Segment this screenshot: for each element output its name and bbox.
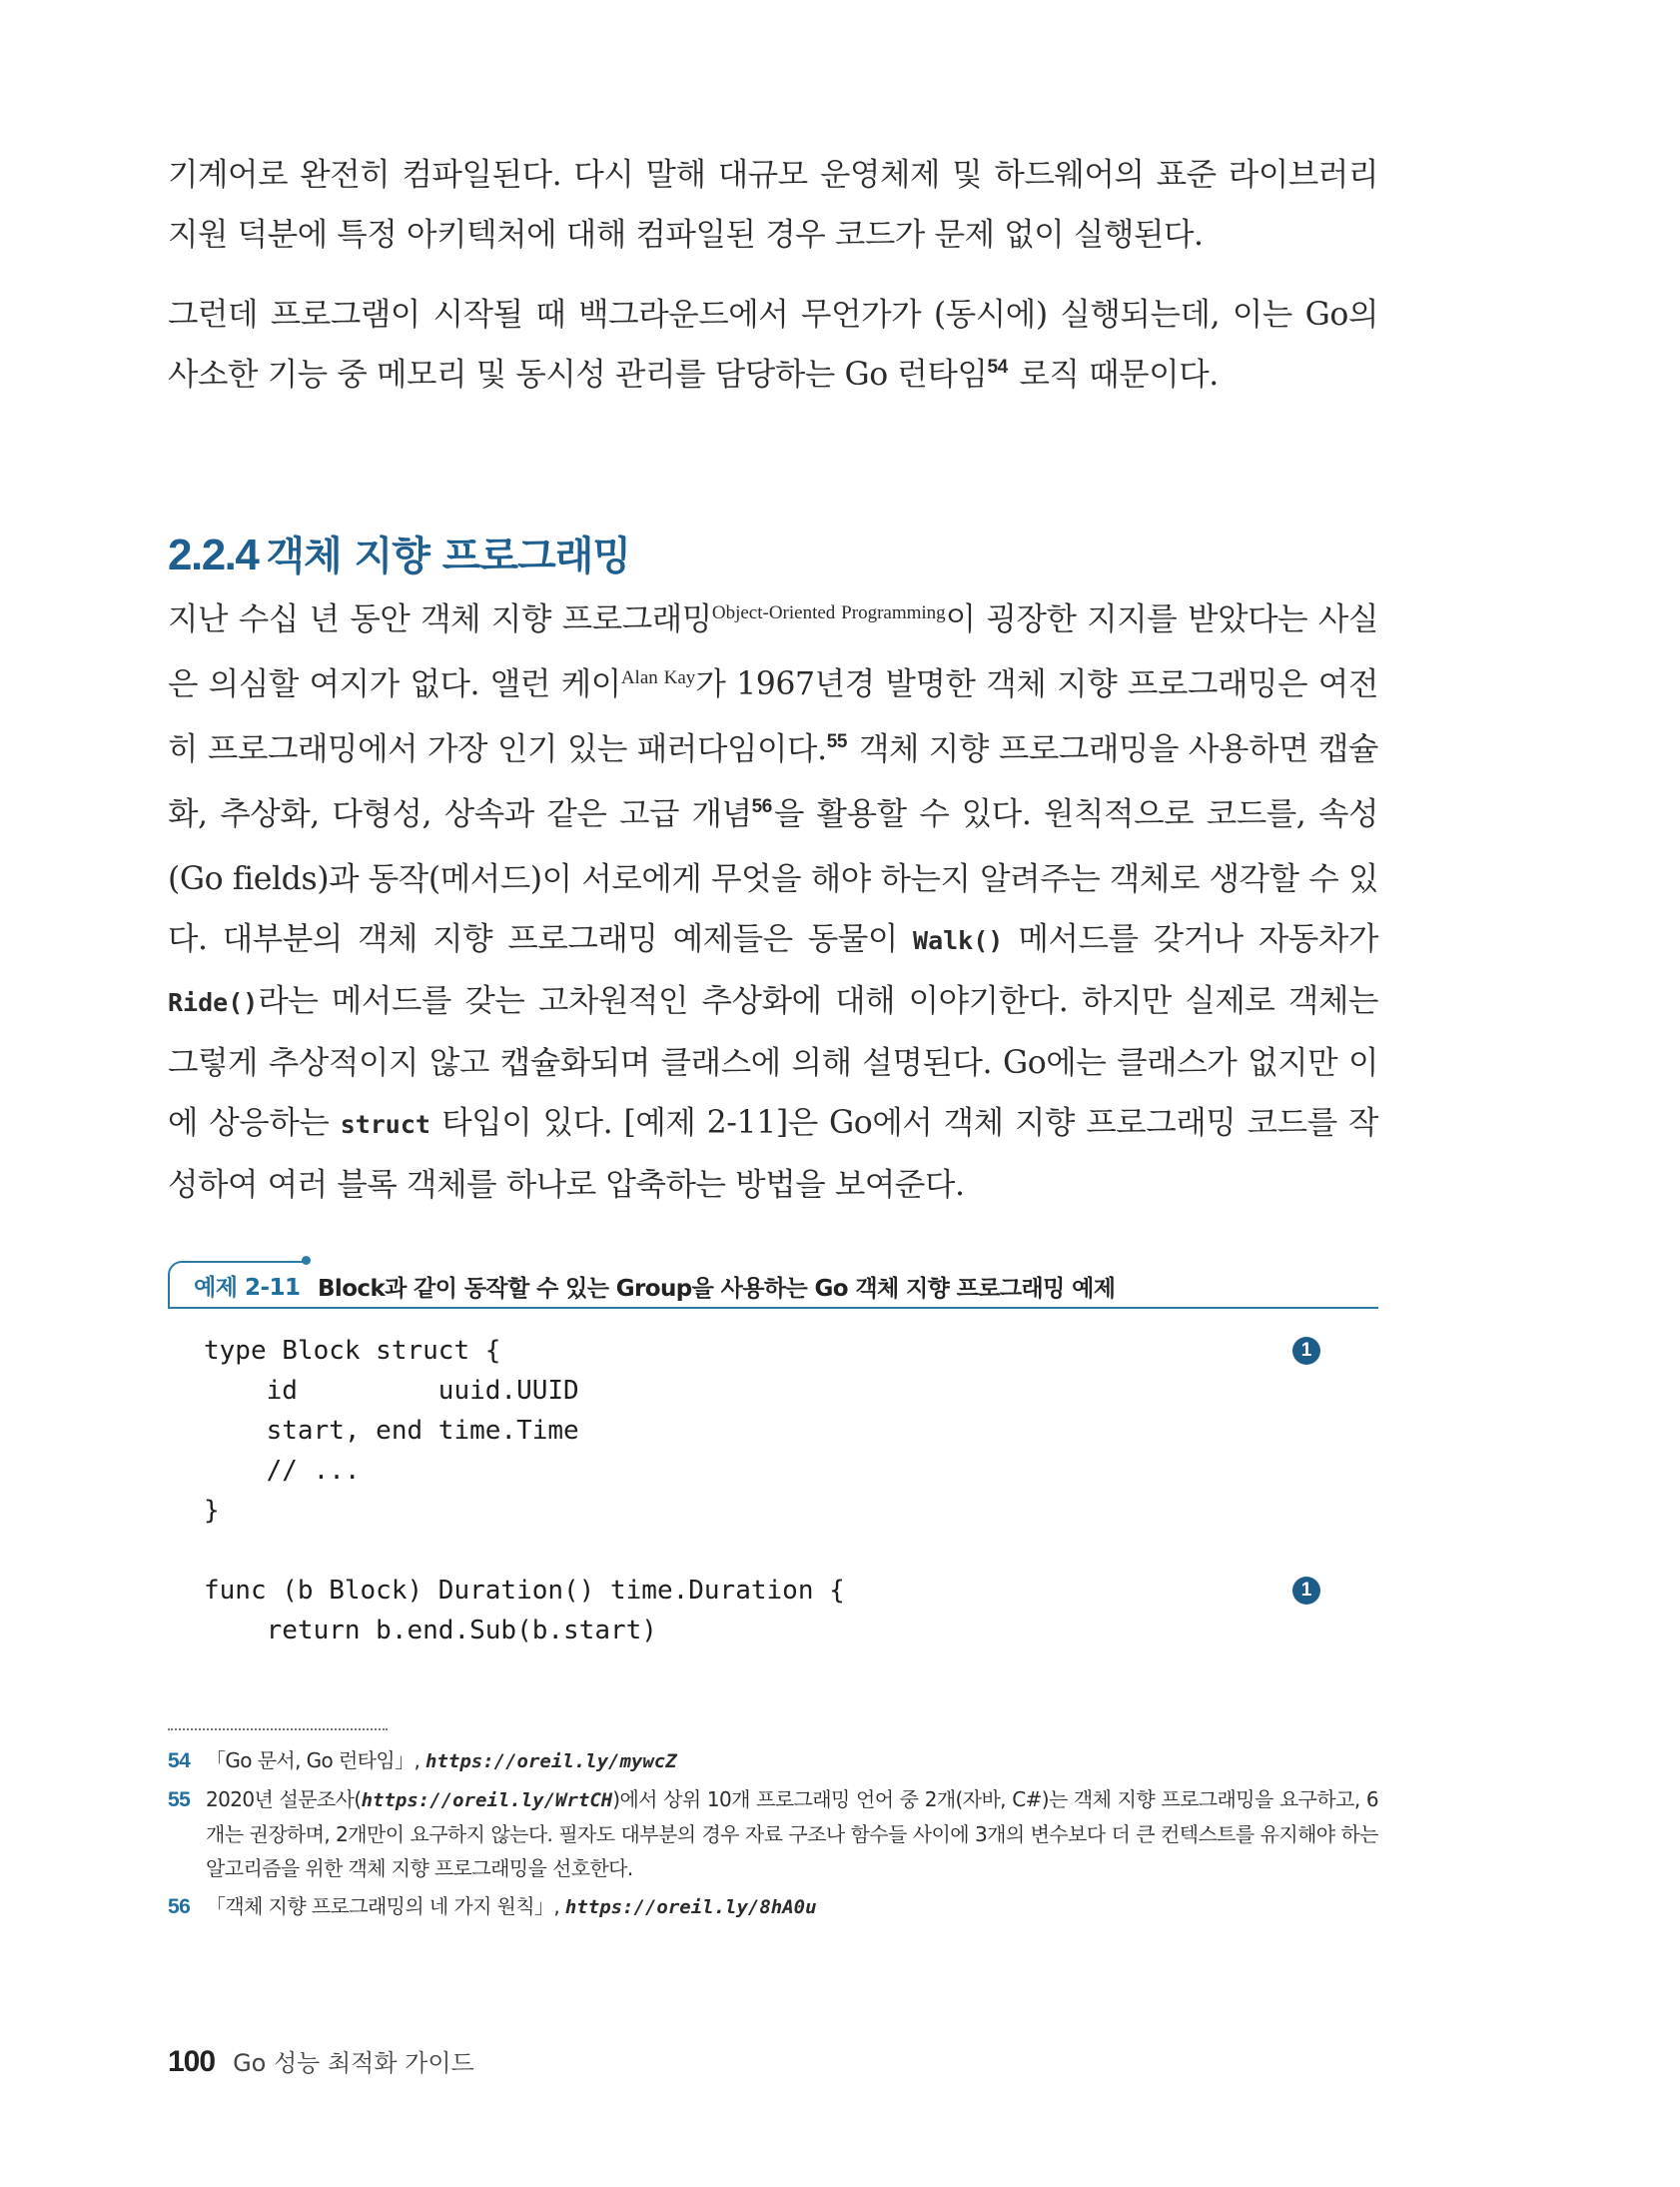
oop-text-4: 객체 지향 프로그래밍을 사용하면 캡슐화, 추상화, 다형성, 상속과 같은 고급 개념 [168,731,1379,832]
code-line-text: type Block struct { [204,1336,501,1366]
footnote-54 [168,1743,1378,1778]
footnote-55 [168,1782,1378,1885]
footnote-number: 54 [168,1749,191,1772]
footnote-divider [168,1728,388,1730]
example-caption [168,1261,1378,1309]
code-line-text: // ... [204,1456,361,1486]
section-number: 2.2.4 [168,531,259,579]
code-line-text: start, end time.Time [204,1416,579,1446]
example-label: 예제 2-11 [194,1275,301,1301]
code-line [204,1451,1362,1491]
oop-english-term: Object-Oriented Programming [711,602,946,623]
runtime-text-a: 그런데 프로그램이 시작될 때 백그라운드에서 무언가가 (동시에) 실행되는데, 이는 Go의 사소한 기능 중 메모리 및 동시성 관리를 담당하는 Go 런타임 [168,297,1378,393]
page-number: 100 [168,2045,216,2078]
code-line [204,1571,1362,1611]
code-line [204,1371,1362,1411]
oop-text-8: 타입이 있다. [예제 2-11]은 Go에서 객체 지향 프로그래밍 코드를 작성하여 여러 블록 객체를 하나로 압축하는 방법을 보여준다. [168,1105,1379,1203]
footnote-text-post: )에서 상위 10개 프로그래밍 언어 중 2개(자바, C#)는 객체 지향 프로그래밍을 요구하고, 6개는 권장하며, 2개만이 요구하지 않는다. 필자도 대부분의 경우 자료 구조나 함수들 사이에 3개의 변수보다 더 큰 컨텍스트를 유지해야 하는 알고리즘을 위한 객체 지향 프로그래밍을 선호한다. [206,1787,1378,1880]
oop-text-5: 을 활용할 수 있다. 원칙적으로 코드를, 속성(Go fields)과 동작(메서드)이 서로에게 무엇을 해야 하는지 알려주는 객체로 생각할 수 있다. 대부분의 객체 지향 프로그래밍 예제들은 동물이 [168,796,1378,957]
code-line-text: id uuid.UUID [204,1376,579,1406]
paragraph-runtime [168,285,1378,410]
inline-code-ride: Ride() [168,988,259,1017]
runtime-text-b: 로직 때문이다. [1009,357,1219,393]
footnote-number: 56 [168,1895,191,1918]
example-title: Block과 같이 동작할 수 있는 Group을 사용하는 Go 객체 지향 프로그래밍 예제 [318,1276,1116,1302]
inline-code-walk: Walk() [913,926,1004,955]
section-title: 객체 지향 프로그래밍 [266,534,630,579]
code-line [204,1491,1362,1531]
footnote-text-pre: 「객체 지향 프로그래밍의 네 가지 원칙」, [206,1894,565,1918]
oop-text-6: 메서드를 갖거나 자동차가 [1003,921,1378,957]
footnote-link[interactable]: https://oreil.ly/WrtCH [361,1789,613,1811]
footnote-56 [168,1889,1378,1924]
footnote-ref-55[interactable]: 55 [826,731,848,752]
example-underline [168,1307,1378,1309]
footnote-text-pre: 「Go 문서, Go 런타임」, [206,1748,426,1772]
code-callout-marker[interactable]: 1 [1292,1337,1320,1365]
page-footer [168,2043,1378,2083]
footnote-text-pre: 2020년 설문조사( [206,1787,362,1811]
inline-code-struct: struct [340,1110,430,1139]
alan-kay-english: Alan Kay [620,667,696,688]
oop-text-2: 이 굉장한 지지를 받았다는 사실은 의심할 여지가 없다. 앨런 케이 [168,601,1378,702]
code-line [204,1611,1362,1650]
footnote-ref-56[interactable]: 56 [751,796,772,817]
footnotes [168,1743,1378,1928]
section-heading [168,525,630,581]
oop-text-3: 가 1967년경 발명한 객체 지향 프로그래밍은 여전히 프로그래밍에서 가장 인기 있는 패러다임이다. [168,666,1378,767]
code-line [204,1331,1362,1371]
example-tab-dot [302,1256,311,1265]
oop-text-7: 라는 메서드를 갖는 고차원적인 추상화에 대해 이야기한다. 하지만 실제로 객체는 그렇게 추상적이지 않고 캡슐화되며 클래스에 의해 설명된다. Go에는 클래스가 없지만 이에 상응하는 [168,983,1378,1141]
book-title: Go 성능 최적화 가이드 [233,2049,474,2077]
footnote-link[interactable]: https://oreil.ly/8hA0u [564,1896,817,1918]
footnote-ref-54[interactable]: 54 [987,357,1008,378]
paragraph-intro-end: 기계어로 완전히 컴파일된다. 다시 말해 대규모 운영체제 및 하드웨어의 표준 라이브러리 지원 덕분에 특정 아키텍처에 대해 컴파일된 경우 코드가 문제 없이 실행된다. [168,157,1378,253]
oop-text-1: 지난 수십 년 동안 객체 지향 프로그래밍 [168,601,712,637]
footnote-number: 55 [168,1788,191,1811]
code-callout-marker[interactable]: 1 [1292,1577,1320,1605]
code-line [204,1411,1362,1451]
code-line [204,1531,1362,1571]
code-line-text: } [204,1496,220,1526]
paragraph-oop [168,589,1378,1215]
code-block [204,1331,1362,1650]
footnote-link[interactable]: https://oreil.ly/mywcZ [425,1750,677,1772]
code-line-text: func (b Block) Duration() time.Duration { [204,1576,845,1606]
code-line-text: return b.end.Sub(b.start) [204,1616,657,1645]
